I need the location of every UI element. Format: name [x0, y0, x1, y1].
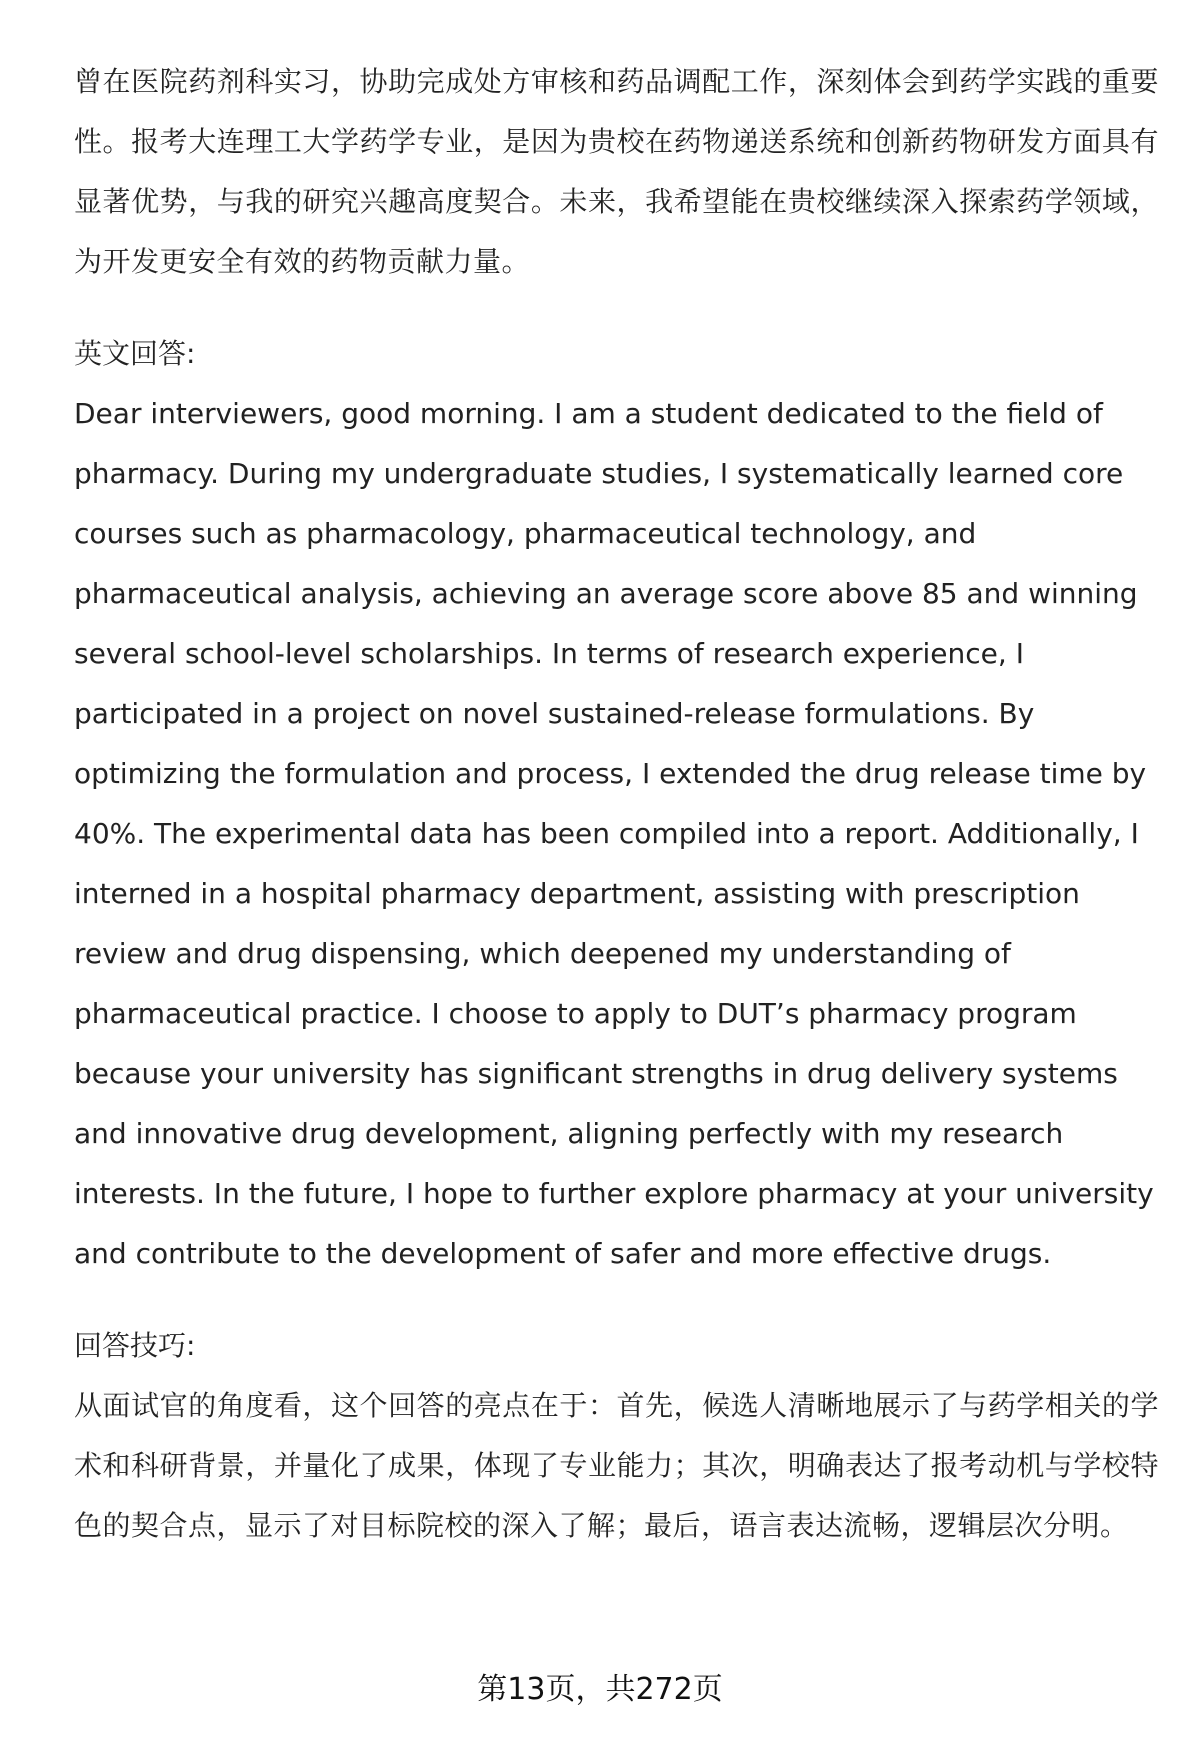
english-answer-label: 英文回答:: [74, 337, 196, 370]
tips-paragraph: 从面试官的角度看，这个回答的亮点在于：首先，候选人清晰地展示了与药学相关的学术和科研背景，并量化了成果，体现了专业能力；其次，明确表达了报考动机与学校特色的契合点，显示了对目标院校的深入了解；最后，语言表达流畅，逻辑层次分明。: [74, 1389, 1159, 1542]
tips-label: 回答技巧:: [74, 1329, 196, 1362]
document-body: [74, 52, 1159, 1556]
page-indicator: 第13页，共272页: [477, 1672, 723, 1707]
english-answer-paragraph: Dear interviewers, good morning. I am a student dedicated to the field of pharmacy. During my undergraduate studies, I systematically learned core courses such as pharmacology, pharmaceutical technology, and pharmaceutical analysis, achieving an average score above 85 and winning several school-level scholarships. In terms of research experience, I participated in a project on novel sustained-release formulations. By optimizing the formulation and process, I extended the drug release time by 40%. The experimental data has been compiled into a report. Additionally, I interned in a hospital pharmacy department, assisting with prescription review and drug dispensing, which deepened my understanding of pharmaceutical practice. I choose to apply to DUT’s pharmacy program because your university has significant strengths in drug delivery systems and innovative drug development, aligning perfectly with my research interests. In the future, I hope to further explore pharmacy at your university and contribute to the development of safer and more effective drugs.: [74, 397, 1154, 1270]
cn-intro-paragraph: 曾在医院药剂科实习，协助完成处方审核和药品调配工作，深刻体会到药学实践的重要性。报考大连理工大学药学专业，是因为贵校在药物递送系统和创新药物研发方面具有显著优势，与我的研究兴趣高度契合。未来，我希望能在贵校继续深入探索药学领域，为开发更安全有效的药物贡献力量。: [74, 65, 1159, 278]
spacer: [74, 292, 1159, 324]
spacer: [74, 1284, 1159, 1316]
watermark: ​: [590, 715, 690, 859]
